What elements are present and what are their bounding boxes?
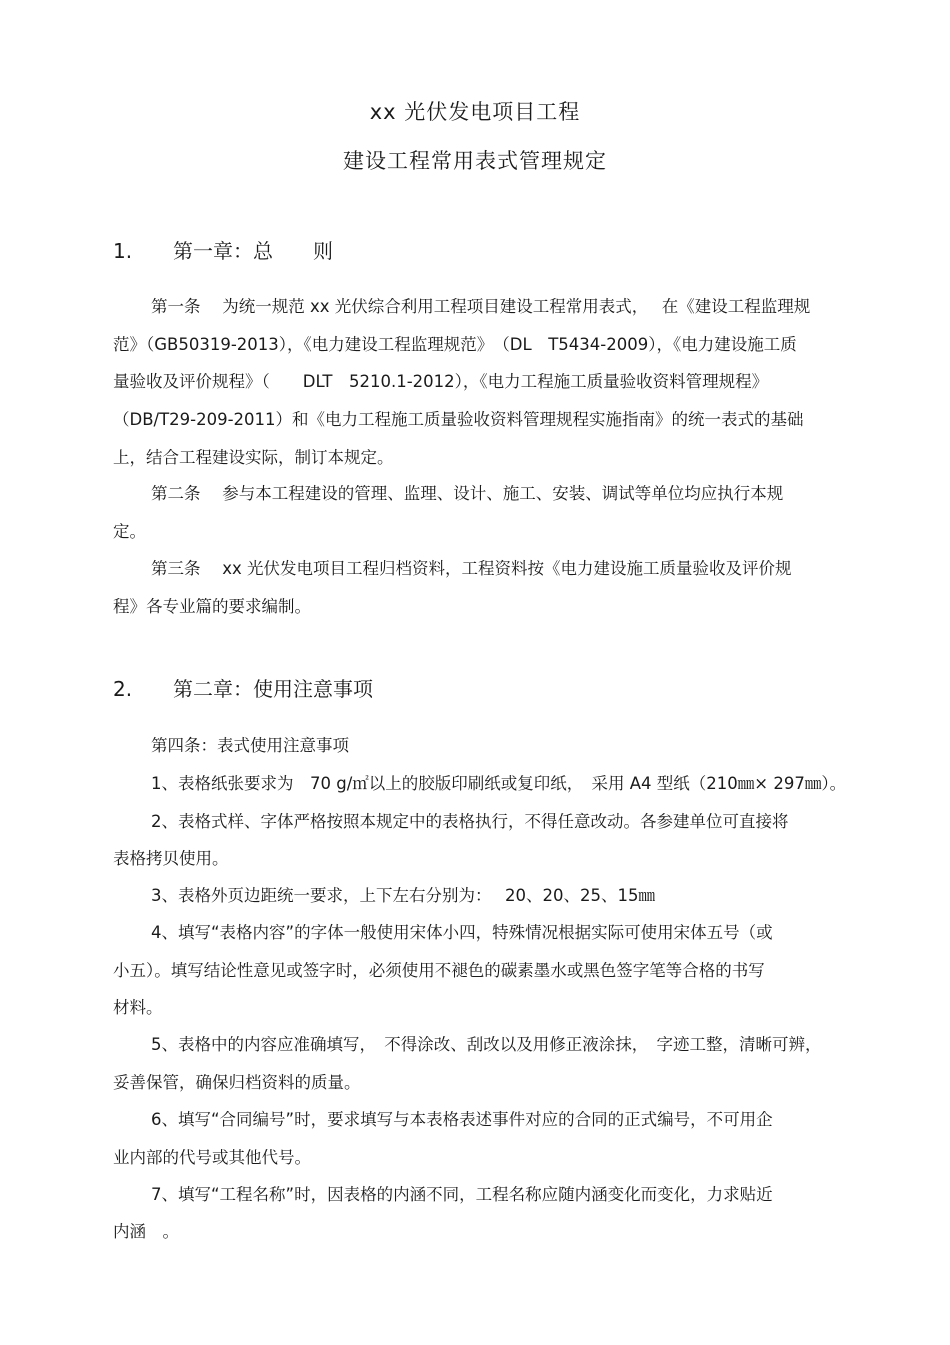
paragraph-line: 妥善保管，确保归档资料的质量。: [113, 1073, 361, 1092]
document-title-line2: 建设工程常用表式管理规定: [343, 149, 607, 173]
chapter1-title: 第一章：总 则: [173, 239, 333, 263]
paragraph-line: 程》各专业篇的要求编制。: [113, 597, 311, 616]
chapter2-number: 2.: [113, 677, 133, 701]
paragraph-line: 第二条 参与本工程建设的管理、监理、设计、施工、安装、调试等单位均应执行本规: [151, 484, 784, 503]
paragraph-line: 小五）。填写结论性意见或签字时，必须使用不褪色的碳素墨水或黑色签字笔等合格的书写: [113, 961, 765, 980]
paragraph-line: 第四条：表式使用注意事项: [151, 736, 349, 755]
paragraph-line: 业内部的代号或其他代号。: [113, 1148, 311, 1167]
paragraph-line: （DB/T29-209-2011）和《电力工程施工质量验收资料管理规程实施指南》的统一表式的基础: [113, 410, 804, 429]
paragraph-line: 上，结合工程建设实际，制订本规定。: [113, 448, 394, 467]
chapter2-heading: [113, 673, 373, 702]
paragraph-line: 7、填写“工程名称”时，因表格的内涵不同，工程名称应随内涵变化而变化，力求贴近: [151, 1185, 773, 1204]
paragraph-line: 定。: [113, 522, 146, 541]
paragraph-line: 2、表格式样、字体严格按照本规定中的表格执行，不得任意改动。各参建单位可直接将: [151, 812, 789, 831]
chapter1-number: 1.: [113, 239, 133, 263]
paragraph-line: 材料。: [113, 998, 163, 1017]
paragraph-line: 第三条 xx 光伏发电项目工程归档资料，工程资料按《电力建设施工质量验收及评价规: [151, 559, 792, 578]
paragraph-line: 范》（GB50319-2013），《电力建设工程监理规范》 （DL T5434-2009），《电力建设施工质: [113, 335, 797, 354]
paragraph-line: 第一条 为统一规范 xx 光伏综合利用工程项目建设工程常用表式， 在《建设工程监理规: [151, 297, 811, 316]
paragraph-line: 表格拷贝使用。: [113, 849, 229, 868]
paragraph-line: 6、填写“合同编号”时，要求填写与本表格表述事件对应的合同的正式编号，不可用企: [151, 1110, 773, 1129]
chapter1-heading: [113, 235, 333, 264]
paragraph-line: 4、填写“表格内容”的字体一般使用宋体小四，特殊情况根据实际可使用宋体五号（或: [151, 923, 773, 942]
chapter2-title: 第二章：使用注意事项: [173, 677, 373, 701]
document-title-line1: xx 光伏发电项目工程: [369, 100, 581, 124]
paragraph-line: 量验收及评价规程》（ DLT 5210.1-2012），《电力工程施工质量验收资料管理规程》: [113, 372, 769, 391]
paragraph-line: 5、表格中的内容应准确填写， 不得涂改、刮改以及用修正液涂抹， 字迹工整，清晰可辨，: [151, 1035, 822, 1054]
paragraph-line: 1、表格纸张要求为 70 g/㎡以上的胶版印刷纸或复印纸， 采用 A4 型纸（210㎜× 297㎜）。: [151, 774, 847, 793]
paragraph-line: 3、表格外页边距统一要求，上下左右分别为： 20、20、25、15㎜: [151, 886, 655, 905]
paragraph-line: 内涵 。: [113, 1222, 179, 1241]
